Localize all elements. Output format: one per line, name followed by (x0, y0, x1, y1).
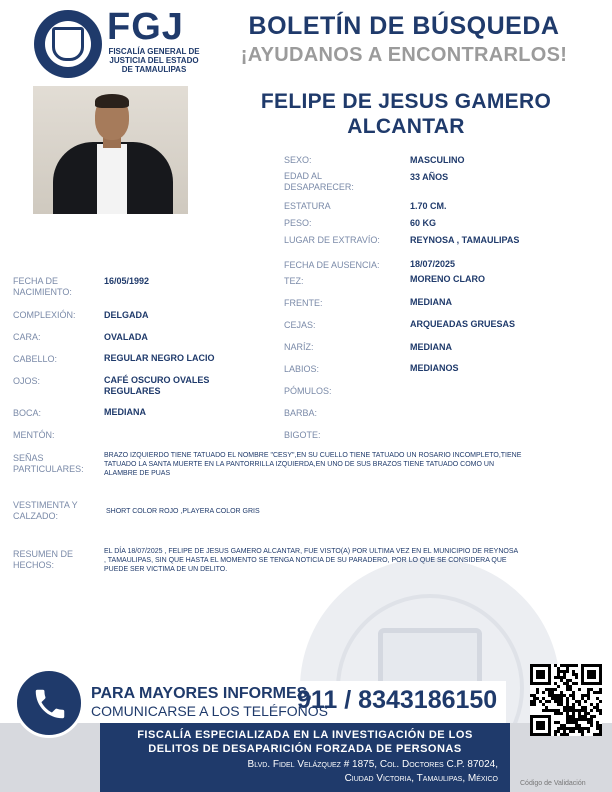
edad-value: 33 AÑOS (410, 172, 449, 182)
contact-label: PARA MAYORES INFORMES, (91, 685, 312, 702)
vestimenta-label: CALZADO: (13, 511, 59, 521)
agency-address: Ciudad Victoria, Tamaulipas, México (344, 773, 498, 784)
agency-name: DELITOS DE DESAPARICIÓN FORZADA DE PERSONAS (148, 743, 462, 755)
nariz-value: MEDIANA (410, 342, 452, 352)
logo-subtitle (106, 47, 202, 74)
contact-phone[interactable]: 911 / 8343186150 (297, 686, 498, 714)
frente-label: FRENTE: (284, 298, 323, 308)
page-subtitle: ¡AYUDANOS A ENCONTRARLOS! (240, 44, 568, 66)
menton-label: MENTÓN: (13, 430, 55, 440)
frente-value: MEDIANA (410, 297, 452, 307)
boca-label: BOCA: (13, 408, 42, 418)
vestimenta-value: SHORT COLOR ROJO ,PLAYERA COLOR GRIS (106, 508, 260, 515)
person-photo (33, 86, 188, 214)
senas-value: ALAMBRE DE PUAS (104, 470, 171, 477)
senas-value: TATUADO LA SANTA MUERTE EN LA PANTORRILLA IZQUIERDA,EN UNO DE SUS BRAZOS TIENE TATUADO COMO UN (104, 461, 494, 468)
nacimiento-value: 16/05/1992 (104, 276, 150, 286)
senas-label: PARTICULARES: (13, 464, 84, 474)
contact-label: COMUNICARSE A LOS TELÉFONOS (91, 703, 329, 719)
person-name-line: ALCANTAR (347, 115, 465, 138)
agency-name: FISCALÍA ESPECIALIZADA EN LA INVESTIGACIÓN DE LOS (137, 729, 473, 741)
bigote-label: BIGOTE: (284, 430, 321, 440)
cara-label: CARA: (13, 332, 41, 342)
sexo-label: SEXO: (284, 155, 312, 165)
barba-label: BARBA: (284, 408, 318, 418)
tez-value: MORENO CLARO (410, 274, 485, 284)
ojos-label: OJOS: (13, 376, 41, 386)
pomulos-label: PÓMULOS: (284, 386, 332, 396)
resumen-value: , TAMAULIPAS, SIN QUE HASTA EL MOMENTO SE TENGA NOTICIA DE SU PARADERO, POR LO QUE SE CONSIDERA QUE (104, 557, 507, 564)
lugar-label: LUGAR DE EXTRAVÍO: (284, 235, 380, 245)
sexo-value: MASCULINO (410, 155, 465, 165)
complexion-label: COMPLEXIÓN: (13, 310, 76, 320)
logo-sub-line: FISCALÍA GENERAL DE (108, 47, 200, 56)
senas-label: SEÑAS (13, 453, 44, 463)
logo-sub-line: DE TAMAULIPAS (121, 65, 187, 74)
edad-label: DESAPARECER: (284, 182, 354, 192)
phone-icon (14, 668, 84, 738)
person-name (200, 89, 612, 139)
page-title: BOLETÍN DE BÚSQUEDA (248, 12, 560, 40)
estatura-label: ESTATURA (284, 201, 331, 211)
nacimiento-label: NACIMIENTO: (13, 287, 72, 297)
logo-text: FGJ (107, 6, 184, 48)
resumen-label: HECHOS: (13, 560, 55, 570)
peso-value: 60 KG (410, 218, 437, 228)
peso-label: PESO: (284, 218, 312, 228)
fecha-ausencia-label: FECHA DE AUSENCIA: (284, 260, 380, 270)
lugar-value: REYNOSA , TAMAULIPAS (410, 235, 520, 245)
ojos-value: CAFÉ OSCURO OVALES (104, 375, 210, 385)
ojos-value: REGULARES (104, 386, 161, 396)
qr-code-icon[interactable] (530, 664, 602, 736)
cejas-value: ARQUEADAS GRUESAS (410, 319, 516, 329)
resumen-label: RESUMEN DE (13, 549, 74, 559)
boca-value: MEDIANA (104, 407, 146, 417)
nacimiento-label: FECHA DE (13, 276, 59, 286)
tez-label: TEZ: (284, 276, 304, 286)
qr-caption: Código de Validación (520, 780, 586, 787)
resumen-value: EL DÍA 18/07/2025 , FELIPE DE JESUS GAMERO ALCANTAR, FUE VISTO(A) POR ULTIMA VEZ EN EL MUNICIPIO DE REYNOSA (104, 548, 519, 555)
cara-value: OVALADA (104, 332, 148, 342)
estatura-value: 1.70 CM. (410, 201, 447, 211)
complexion-value: DELGADA (104, 310, 149, 320)
nariz-label: NARÍZ: (284, 342, 314, 352)
fecha-ausencia-value: 18/07/2025 (410, 259, 456, 269)
labios-label: LABIOS: (284, 364, 320, 374)
vestimenta-label: VESTIMENTA Y (13, 500, 78, 510)
labios-value: MEDIANOS (410, 363, 459, 373)
person-name-line: FELIPE DE JESUS GAMERO (260, 90, 552, 113)
edad-label: EDAD AL (284, 171, 323, 181)
seal-icon (34, 10, 102, 78)
logo-sub-line: JUSTICIA DEL ESTADO (109, 56, 199, 65)
cabello-value: REGULAR NEGRO LACIO (104, 353, 215, 363)
agency-address: Blvd. Fidel Velázquez # 1875, Col. Doctores C.P. 87024, (247, 759, 498, 770)
cejas-label: CEJAS: (284, 320, 316, 330)
resumen-value: PUEDE SER VICTIMA DE UN DELITO. (104, 566, 228, 573)
cabello-label: CABELLO: (13, 354, 58, 364)
senas-value: BRAZO IZQUIERDO TIENE TATUADO EL NOMBRE "CESY",EN SU CUELLO TIENE TATUADO UN ROSARIO INCOMPLETO,TIENE (104, 452, 522, 459)
